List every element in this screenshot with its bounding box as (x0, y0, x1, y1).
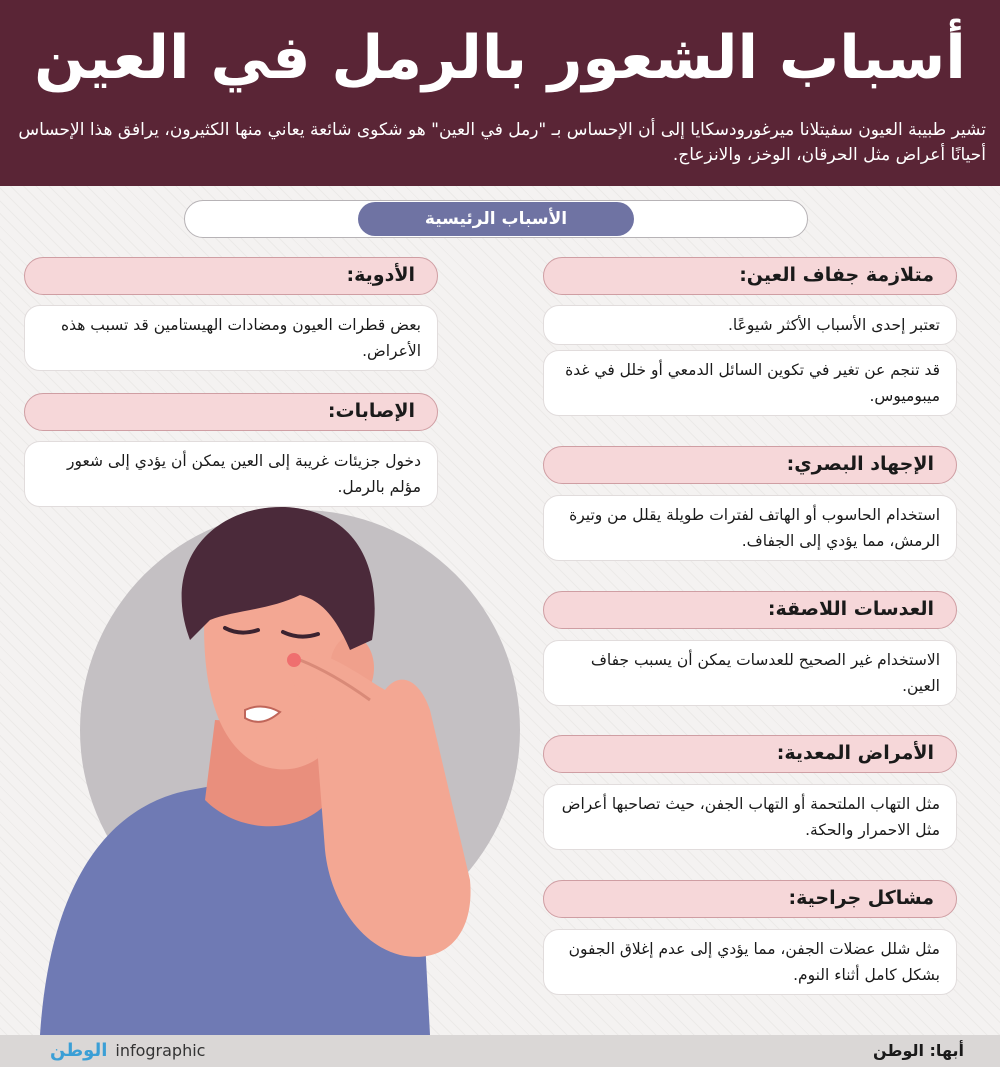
cause-title-medications: الأدوية: (24, 257, 438, 295)
cause-text-dry-eye-2: قد تنجم عن تغير في تكوين السائل الدمعي أو خلل في غدة ميبوميوس. (543, 350, 957, 416)
header-banner (0, 0, 1000, 186)
person-rubbing-eye-illustration (0, 500, 540, 1035)
brand-label: infographic (115, 1041, 206, 1060)
cause-title-injuries: الإصابات: (24, 393, 438, 431)
source-credit: أبها: الوطن (872, 1041, 964, 1060)
cause-text-eye-strain: استخدام الحاسوب أو الهاتف لفترات طويلة يقلل من وتيرة الرمش، مما يؤدي إلى الجفاف. (543, 495, 957, 561)
section-tag: الأسباب الرئيسية (358, 202, 634, 236)
cause-text-surgical: مثل شلل عضلات الجفن، مما يؤدي إلى عدم إغلاق الجفون بشكل كامل أثناء النوم. (543, 929, 957, 995)
cause-title-infections: الأمراض المعدية: (543, 735, 957, 773)
footer (0, 1035, 1000, 1067)
cause-text-dry-eye-1: تعتبر إحدى الأسباب الأكثر شيوعًا. (543, 305, 957, 345)
brand (50, 1035, 205, 1067)
page-title: أسباب الشعور بالرمل في العين (34, 23, 966, 93)
cause-title-dry-eye: متلازمة جفاف العين: (543, 257, 957, 295)
cause-text-contact-lenses: الاستخدام غير الصحيح للعدسات يمكن أن يسبب جفاف العين. (543, 640, 957, 706)
cause-title-surgical: مشاكل جراحية: (543, 880, 957, 918)
cause-text-infections: مثل التهاب الملتحمة أو التهاب الجفن، حيث تصاحبها أعراض مثل الاحمرار والحكة. (543, 784, 957, 850)
cause-title-contact-lenses: العدسات اللاصقة: (543, 591, 957, 629)
cause-title-eye-strain: الإجهاد البصري: (543, 446, 957, 484)
cause-text-medications: بعض قطرات العيون ومضادات الهيستامين قد تسبب هذه الأعراض. (24, 305, 438, 371)
intro-text: تشير طبيبة العيون سفيتلانا ميرغورودسكايا إلى أن الإحساس بـ "رمل في العين" هو شكوى شائعة يعاني منها الكثيرون، يرافق هذا الإحساس أحيانًا أعراض مثل الحرقان، الوخز، والانزعاج. (18, 120, 986, 165)
irritated-eye-spot (287, 653, 301, 667)
brand-logo: الوطن (50, 1040, 108, 1061)
cause-text-injuries: دخول جزيئات غريبة إلى العين يمكن أن يؤدي إلى شعور مؤلم بالرمل. (24, 441, 438, 507)
